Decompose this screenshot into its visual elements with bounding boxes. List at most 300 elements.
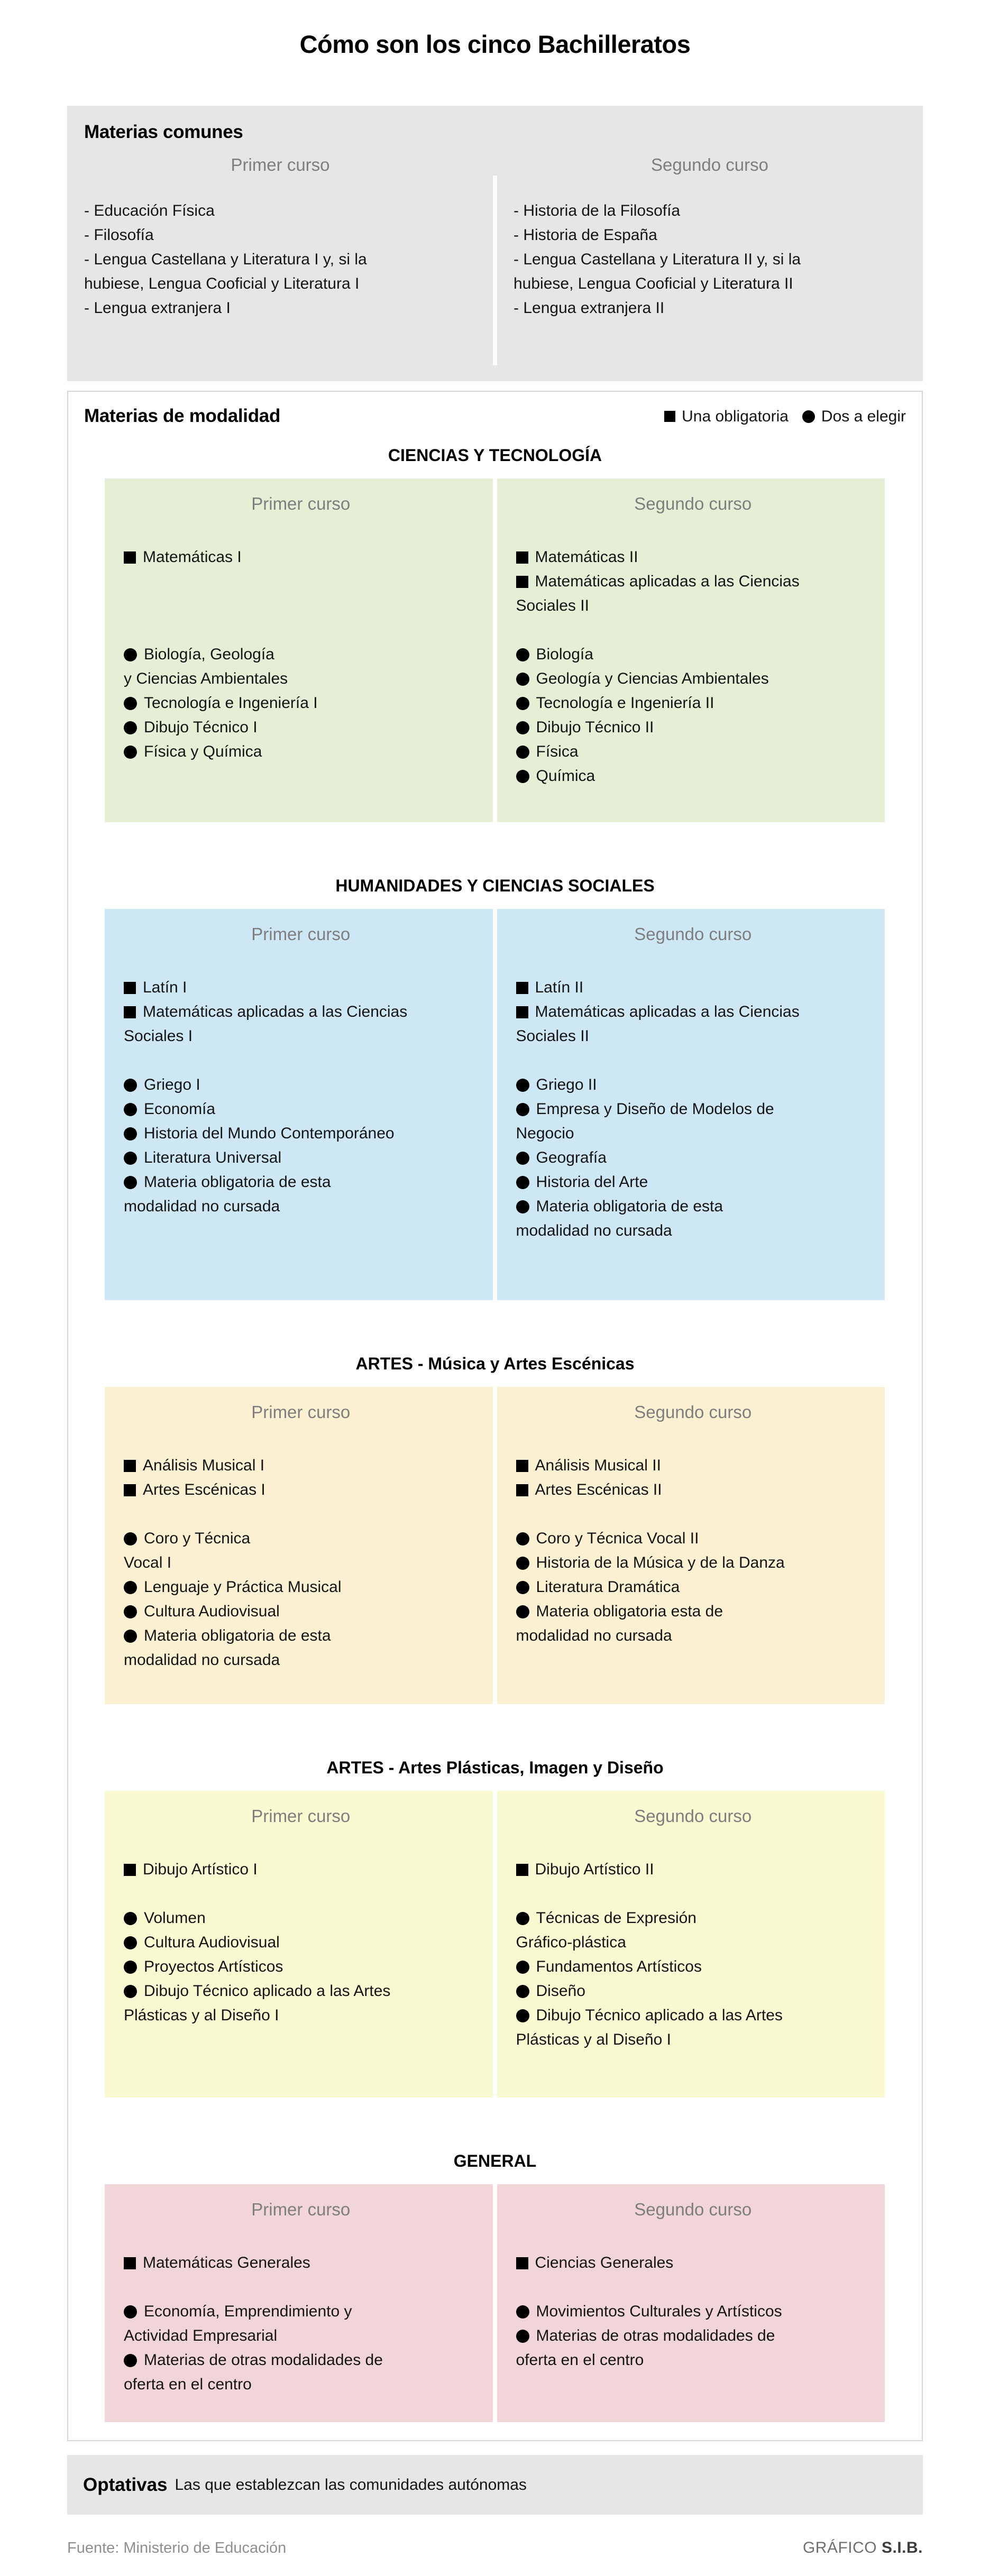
- subject-lines: [516, 1857, 870, 2052]
- blank-line: [124, 569, 478, 594]
- subject-line: [124, 2372, 478, 2397]
- subject-line: [124, 715, 478, 740]
- subject-label: Sociales I: [124, 1027, 193, 1045]
- subject-label: Biología: [536, 646, 593, 663]
- square-bullet-icon: [124, 1006, 136, 1018]
- common-column-segundo: [500, 153, 906, 320]
- circle-bullet-icon: [124, 1961, 137, 1974]
- subject-label: modalidad no cursada: [124, 1651, 280, 1669]
- course-header-primer: Primer curso: [231, 155, 330, 174]
- course-box-primer: [105, 909, 493, 1300]
- legend-label: Una obligatoria: [682, 407, 789, 425]
- circle-bullet-icon: [516, 1581, 529, 1594]
- modalidad-sections: [68, 445, 922, 2422]
- circle-bullet-icon: [516, 1912, 529, 1925]
- course-box-primer: [105, 479, 493, 822]
- subject-line: [516, 1930, 870, 1955]
- subject-line: [124, 2251, 478, 2275]
- section-ciencias-tecnologia: [68, 445, 922, 822]
- course-boxes-artes-musica: [105, 1387, 885, 1704]
- subject-line: [516, 1121, 870, 1146]
- subject-label: Dibujo Técnico aplicado a las Artes: [536, 2007, 783, 2024]
- subject-lines: [124, 1857, 478, 2028]
- subject-line: [124, 2324, 478, 2348]
- blank-line: [124, 618, 478, 642]
- circle-bullet-icon: [124, 1079, 137, 1092]
- subject-line: [124, 1194, 478, 1219]
- subject-label: y Ciencias Ambientales: [124, 670, 288, 687]
- subject-label: Matemáticas aplicadas a las Ciencias: [535, 1003, 800, 1020]
- subject-lines: [516, 545, 870, 788]
- subject-label: Análisis Musical I: [143, 1457, 265, 1474]
- subject-label: Técnicas de Expresión: [536, 1909, 696, 1927]
- subject-line: [516, 1219, 870, 1243]
- circle-bullet-icon: [516, 1176, 529, 1189]
- footer-source: Fuente: Ministerio de Educación: [67, 2540, 287, 2556]
- subject-label: Latín I: [143, 979, 187, 996]
- subject-label: Dibujo Artístico I: [143, 1861, 258, 1878]
- subject-line: [516, 1194, 870, 1219]
- subject-line: [516, 1146, 870, 1170]
- section-humanidades-ciencias-sociales: [68, 875, 922, 1300]
- circle-bullet-icon: [516, 2305, 529, 2319]
- square-bullet-icon: [516, 1484, 528, 1496]
- subject-label: Dibujo Artístico II: [535, 1861, 654, 1878]
- course-box-primer: [105, 1387, 493, 1704]
- circle-bullet-icon: [516, 1532, 529, 1545]
- subject-label: Matemáticas aplicadas a las Ciencias: [143, 1003, 408, 1020]
- subject-label: Diseño: [536, 1982, 585, 2000]
- blank-line: [516, 2275, 870, 2299]
- subject-label: Cultura Audiovisual: [144, 1603, 280, 1620]
- footer-credit: [803, 2539, 923, 2557]
- subject-line: [124, 1979, 478, 2003]
- circle-bullet-icon: [124, 1176, 137, 1189]
- subject-line: [124, 691, 478, 715]
- column-divider: [493, 176, 497, 365]
- subject-label: Volumen: [144, 1909, 206, 1927]
- subject-label: Lenguaje y Práctica Musical: [144, 1578, 342, 1596]
- subject-line: [124, 976, 478, 1000]
- circle-bullet-icon: [516, 1200, 529, 1213]
- subject-line: [84, 247, 476, 272]
- subject-label: Química: [536, 767, 595, 785]
- subject-line: [514, 272, 906, 296]
- subject-lines: [124, 545, 478, 764]
- subject-label: modalidad no cursada: [124, 1198, 280, 1215]
- circle-bullet-icon: [124, 697, 137, 710]
- subject-label: Dibujo Técnico I: [144, 719, 258, 736]
- course-box-primer: [105, 2184, 493, 2422]
- common-column-primer: [84, 153, 500, 320]
- subject-line: [124, 1648, 478, 1672]
- circle-bullet-icon: [124, 1581, 137, 1594]
- subject-line: [516, 1979, 870, 2003]
- subject-line: [516, 1599, 870, 1624]
- subject-line: [516, 1906, 870, 1930]
- course-header-segundo: Segundo curso: [651, 155, 768, 174]
- subject-line: [516, 764, 870, 788]
- circle-bullet-icon: [124, 721, 137, 734]
- subject-label: Coro y Técnica: [144, 1530, 251, 1547]
- section-general: [68, 2150, 922, 2422]
- course-header-primer: Primer curso: [251, 1402, 351, 1422]
- circle-bullet-icon: [516, 673, 529, 686]
- section-title-artes-plasticas: ARTES - Artes Plásticas, Imagen y Diseño: [326, 1758, 664, 1777]
- course-box-segundo: [497, 1791, 885, 2097]
- common-subjects-panel: [67, 106, 923, 381]
- subject-label: Historia del Mundo Contemporáneo: [144, 1125, 395, 1142]
- modalidad-header: [68, 406, 922, 427]
- course-box-segundo: [497, 909, 885, 1300]
- subject-line: [124, 740, 478, 764]
- square-bullet-icon: [124, 1484, 136, 1496]
- course-header-primer: Primer curso: [251, 924, 351, 944]
- subject-line: [516, 642, 870, 667]
- blank-line: [124, 1502, 478, 1526]
- subject-line: [516, 594, 870, 618]
- subject-label: Vocal I: [124, 1554, 172, 1571]
- circle-bullet-icon: [516, 2009, 529, 2022]
- subject-line: [124, 1073, 478, 1097]
- circle-bullet-icon: [516, 1152, 529, 1165]
- subject-line: [516, 545, 870, 569]
- subject-lines: [124, 1453, 478, 1672]
- subject-line: [516, 2251, 870, 2275]
- subject-label: Física: [536, 743, 579, 760]
- circle-bullet-icon: [516, 1557, 529, 1570]
- circle-bullet-icon: [124, 746, 137, 759]
- subject-line: [124, 2003, 478, 2028]
- blank-line: [124, 1882, 478, 1906]
- circle-bullet-icon: [124, 2354, 137, 2367]
- subject-line: [124, 1024, 478, 1048]
- course-boxes-humanidades-ciencias-sociales: [105, 909, 885, 1300]
- subject-label: Matemáticas I: [143, 548, 242, 566]
- circle-bullet-icon: [124, 1127, 137, 1140]
- circle-bullet-icon: [124, 1936, 137, 1949]
- section-artes-musica: [68, 1353, 922, 1704]
- circle-bullet-icon: [516, 1961, 529, 1974]
- subject-label: - Lengua extranjera II: [514, 299, 665, 317]
- subject-label: Biología, Geología: [144, 646, 274, 663]
- subject-line: [516, 1955, 870, 1979]
- common-subjects-title: Materias comunes: [84, 122, 243, 142]
- subject-label: Artes Escénicas I: [143, 1481, 265, 1498]
- course-header-primer: Primer curso: [251, 1806, 351, 1826]
- subject-label: Literatura Dramática: [536, 1578, 680, 1596]
- subject-line: [516, 1624, 870, 1648]
- subject-label: - Lengua Castellana y Literatura I y, si la: [84, 251, 367, 268]
- circle-bullet-icon: [516, 721, 529, 734]
- subject-line: [514, 296, 906, 320]
- square-bullet-icon: [516, 551, 528, 564]
- subject-line: [124, 667, 478, 691]
- circle-bullet-icon: [124, 1532, 137, 1545]
- subject-line: [124, 1930, 478, 1955]
- subject-label: - Historia de España: [514, 226, 657, 244]
- course-header-segundo: Segundo curso: [634, 2200, 752, 2219]
- course-box-primer: [105, 1791, 493, 2097]
- blank-line: [124, 2275, 478, 2299]
- subject-line: [124, 642, 478, 667]
- subject-line: [516, 2348, 870, 2372]
- subject-line: [516, 1478, 870, 1502]
- subject-line: [124, 2348, 478, 2372]
- subject-label: Gráfico-plástica: [516, 1934, 626, 1951]
- subject-line: [124, 1575, 478, 1599]
- subject-label: Actividad Empresarial: [124, 2327, 278, 2344]
- subject-label: Dibujo Técnico II: [536, 719, 654, 736]
- subject-line: [124, 1170, 478, 1194]
- subject-label: Economía: [144, 1100, 216, 1118]
- subject-line: [84, 223, 476, 247]
- subject-line: [516, 667, 870, 691]
- blank-line: [516, 1048, 870, 1073]
- course-header-segundo: Segundo curso: [634, 1402, 752, 1422]
- section-title-artes-musica: ARTES - Música y Artes Escénicas: [355, 1354, 635, 1373]
- subject-label: Plásticas y al Diseño I: [124, 2007, 279, 2024]
- blank-line: [124, 594, 478, 618]
- section-title-humanidades-ciencias-sociales: HUMANIDADES Y CIENCIAS SOCIALES: [335, 876, 655, 895]
- blank-line: [516, 618, 870, 642]
- modalidad-title: Materias de modalidad: [84, 406, 281, 426]
- subject-label: - Historia de la Filosofía: [514, 202, 681, 219]
- legend-label: Dos a elegir: [821, 407, 906, 425]
- course-header-primer: Primer curso: [251, 2200, 351, 2219]
- optativas-title: Optativas: [83, 2474, 168, 2495]
- subject-label: Matemáticas II: [535, 548, 638, 566]
- subject-line: [84, 199, 476, 223]
- subject-line: [516, 1551, 870, 1575]
- course-header-segundo: Segundo curso: [634, 1806, 752, 1826]
- subject-label: Materia obligatoria de esta: [144, 1627, 331, 1644]
- square-bullet-icon: [516, 982, 528, 994]
- circle-bullet-icon: [516, 1103, 529, 1116]
- common-segundo-lines: [514, 199, 906, 320]
- subject-line: [516, 1857, 870, 1882]
- subject-label: Materias de otras modalidades de: [144, 2351, 383, 2369]
- subject-line: [516, 2324, 870, 2348]
- section-title-general: GENERAL: [453, 2151, 537, 2170]
- subject-label: - Lengua Castellana y Literatura II y, si la: [514, 251, 801, 268]
- subject-label: Plásticas y al Diseño I: [516, 2031, 671, 2048]
- subject-label: hubiese, Lengua Cooficial y Literatura II: [514, 275, 793, 292]
- subject-label: Literatura Universal: [144, 1149, 282, 1166]
- subject-label: Negocio: [516, 1125, 574, 1142]
- course-box-segundo: [497, 1387, 885, 1704]
- subject-label: oferta en el centro: [516, 2351, 644, 2369]
- subject-line: [516, 691, 870, 715]
- subject-line: [124, 1624, 478, 1648]
- subject-label: Griego II: [536, 1076, 597, 1093]
- square-bullet-icon: [124, 2257, 136, 2269]
- circle-bullet-icon: [516, 1605, 529, 1618]
- subject-line: [84, 296, 476, 320]
- modalidad-panel: [67, 391, 923, 2441]
- subject-label: Matemáticas aplicadas a las Ciencias: [535, 573, 800, 590]
- subject-line: [516, 2299, 870, 2324]
- subject-line: [516, 1453, 870, 1478]
- subject-label: Latín II: [535, 979, 584, 996]
- legend-item-obligatoria: [664, 408, 789, 426]
- subject-label: Tecnología e Ingeniería II: [536, 694, 714, 712]
- subject-lines: [516, 2251, 870, 2372]
- legend-item-elegir: [802, 408, 906, 426]
- subject-label: hubiese, Lengua Cooficial y Literatura I: [84, 275, 360, 292]
- subject-label: Cultura Audiovisual: [144, 1934, 280, 1951]
- subject-line: [124, 1857, 478, 1882]
- subject-line: [516, 1526, 870, 1551]
- course-header-primer: Primer curso: [251, 494, 351, 513]
- subject-label: Análisis Musical II: [535, 1457, 661, 1474]
- circle-bullet-icon: [516, 1079, 529, 1092]
- subject-line: [124, 1599, 478, 1624]
- subject-label: Empresa y Diseño de Modelos de: [536, 1100, 774, 1118]
- subject-label: - Filosofía: [84, 226, 154, 244]
- square-marker-icon: [664, 411, 675, 422]
- circle-bullet-icon: [516, 770, 529, 783]
- subject-label: Ciencias Generales: [535, 2254, 674, 2271]
- circle-bullet-icon: [516, 697, 529, 710]
- subject-line: [516, 1024, 870, 1048]
- subject-line: [124, 1121, 478, 1146]
- blank-line: [516, 1502, 870, 1526]
- circle-bullet-icon: [124, 2305, 137, 2319]
- subject-line: [124, 1955, 478, 1979]
- course-header-segundo: Segundo curso: [634, 494, 752, 513]
- circle-bullet-icon: [124, 1605, 137, 1618]
- circle-marker-icon: [802, 410, 815, 423]
- subject-label: Fundamentos Artísticos: [536, 1958, 702, 1975]
- optativas-bar: [67, 2455, 923, 2515]
- subject-line: [516, 740, 870, 764]
- page-title: Cómo son los cinco Bachilleratos: [299, 30, 691, 58]
- square-bullet-icon: [516, 2257, 528, 2269]
- footer-credit-bold: S.I.B.: [881, 2539, 923, 2556]
- square-bullet-icon: [124, 551, 136, 564]
- subject-label: Materia obligatoria de esta: [144, 1173, 331, 1191]
- subject-label: modalidad no cursada: [516, 1222, 672, 1239]
- subject-line: [516, 1575, 870, 1599]
- subject-line: [124, 1906, 478, 1930]
- square-bullet-icon: [124, 1864, 136, 1876]
- square-bullet-icon: [516, 1864, 528, 1876]
- subject-lines: [124, 976, 478, 1219]
- course-boxes-artes-plasticas: [105, 1791, 885, 2097]
- footer: [67, 2539, 923, 2557]
- circle-bullet-icon: [124, 648, 137, 661]
- subject-label: Sociales II: [516, 1027, 589, 1045]
- subject-label: Movimientos Culturales y Artísticos: [536, 2303, 782, 2320]
- square-bullet-icon: [516, 1006, 528, 1018]
- subject-label: Materia obligatoria de esta: [536, 1198, 723, 1215]
- subject-label: Materias de otras modalidades de: [536, 2327, 775, 2344]
- subject-label: Artes Escénicas II: [535, 1481, 662, 1498]
- subject-line: [124, 1551, 478, 1575]
- subject-line: [84, 272, 476, 296]
- subject-label: oferta en el centro: [124, 2376, 252, 2393]
- course-box-segundo: [497, 479, 885, 822]
- subject-lines: [516, 976, 870, 1243]
- circle-bullet-icon: [124, 1630, 137, 1643]
- legend: [664, 408, 906, 426]
- subject-label: Dibujo Técnico aplicado a las Artes: [144, 1982, 391, 2000]
- subject-label: Geografía: [536, 1149, 607, 1166]
- subject-label: Física y Química: [144, 743, 262, 760]
- course-header-segundo: Segundo curso: [634, 924, 752, 944]
- subject-lines: [516, 1453, 870, 1648]
- subject-line: [516, 2003, 870, 2028]
- section-title-ciencias-tecnologia: CIENCIAS Y TECNOLOGÍA: [388, 446, 602, 465]
- circle-bullet-icon: [516, 1985, 529, 1998]
- subject-label: Griego I: [144, 1076, 200, 1093]
- subject-line: [516, 569, 870, 594]
- subject-label: Proyectos Artísticos: [144, 1958, 283, 1975]
- subject-line: [516, 1073, 870, 1097]
- course-boxes-ciencias-tecnologia: [105, 479, 885, 822]
- subject-label: - Educación Física: [84, 202, 215, 219]
- subject-label: Economía, Emprendimiento y: [144, 2303, 352, 2320]
- subject-line: [124, 1526, 478, 1551]
- subject-label: Matemáticas Generales: [143, 2254, 310, 2271]
- circle-bullet-icon: [516, 2330, 529, 2343]
- course-boxes-general: [105, 2184, 885, 2422]
- square-bullet-icon: [516, 576, 528, 588]
- subject-label: modalidad no cursada: [516, 1627, 672, 1644]
- square-bullet-icon: [516, 1460, 528, 1472]
- subject-line: [124, 1146, 478, 1170]
- subject-line: [514, 223, 906, 247]
- subject-line: [514, 199, 906, 223]
- subject-label: Historia de la Música y de la Danza: [536, 1554, 785, 1571]
- subject-line: [124, 545, 478, 569]
- subject-line: [516, 2028, 870, 2052]
- subject-label: Geología y Ciencias Ambientales: [536, 670, 769, 687]
- subject-line: [124, 1000, 478, 1024]
- circle-bullet-icon: [516, 746, 529, 759]
- circle-bullet-icon: [124, 1152, 137, 1165]
- subject-label: Historia del Arte: [536, 1173, 648, 1191]
- circle-bullet-icon: [124, 1912, 137, 1925]
- circle-bullet-icon: [124, 1103, 137, 1116]
- subject-label: Sociales II: [516, 597, 589, 614]
- blank-line: [124, 1048, 478, 1073]
- subject-label: Coro y Técnica Vocal II: [536, 1530, 699, 1547]
- subject-line: [516, 1000, 870, 1024]
- subject-lines: [124, 2251, 478, 2397]
- subject-line: [516, 715, 870, 740]
- subject-label: Materia obligatoria esta de: [536, 1603, 723, 1620]
- subject-label: - Lengua extranjera I: [84, 299, 231, 317]
- footer-credit-prefix: GRÁFICO: [802, 2539, 877, 2556]
- subject-label: Tecnología e Ingeniería I: [144, 694, 318, 712]
- square-bullet-icon: [124, 982, 136, 994]
- optativas-text: Las que establezcan las comunidades autónomas: [175, 2476, 527, 2494]
- common-primer-lines: [84, 199, 476, 320]
- subject-line: [124, 1097, 478, 1121]
- subject-line: [124, 2299, 478, 2324]
- subject-line: [516, 1097, 870, 1121]
- subject-line: [516, 1170, 870, 1194]
- subject-line: [124, 1478, 478, 1502]
- circle-bullet-icon: [516, 648, 529, 661]
- course-box-segundo: [497, 2184, 885, 2422]
- section-artes-plasticas: [68, 1757, 922, 2097]
- circle-bullet-icon: [124, 1985, 137, 1998]
- blank-line: [516, 1882, 870, 1906]
- square-bullet-icon: [124, 1460, 136, 1472]
